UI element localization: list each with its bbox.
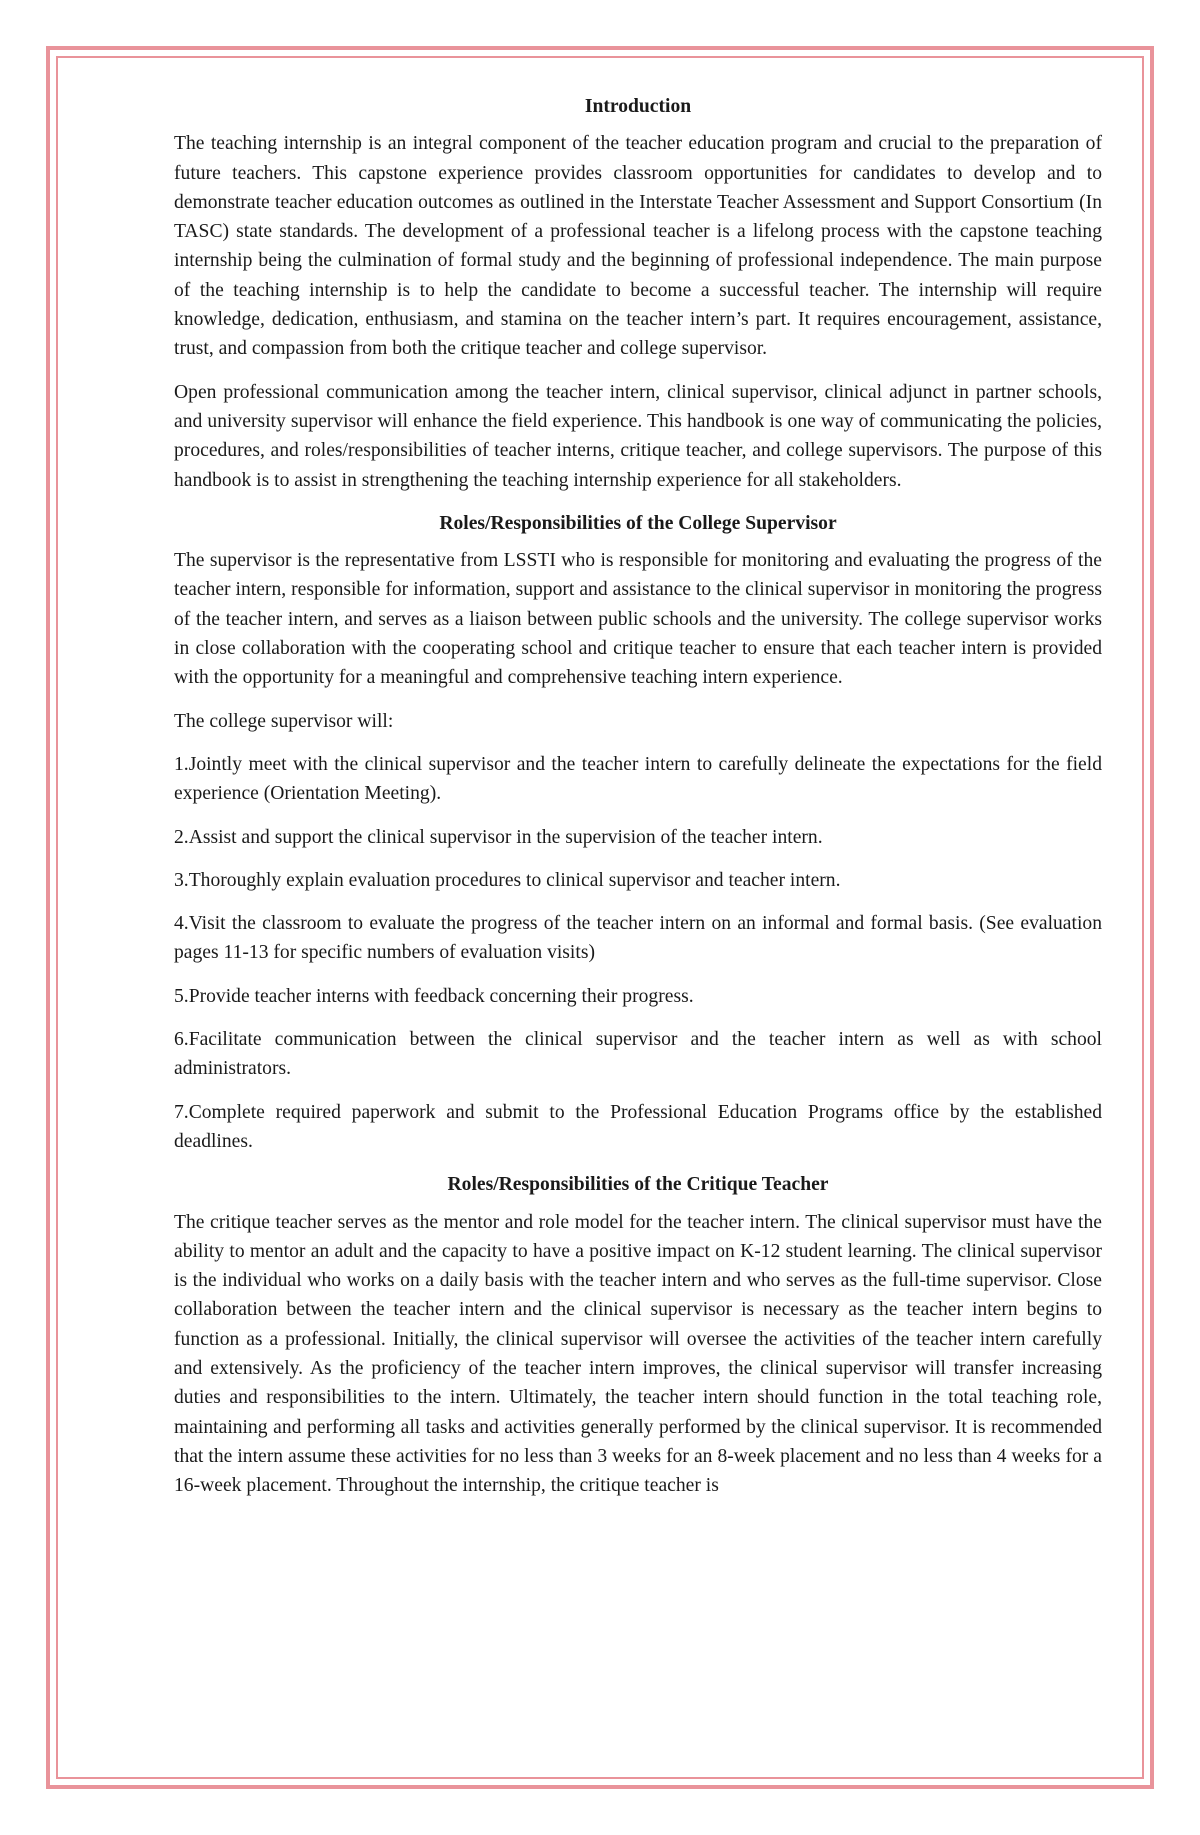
college-supervisor-item-3: 3.Thoroughly explain evaluation procedures to clinical supervisor and teacher intern.	[174, 869, 841, 891]
college-supervisor-item-6: 6.Facilitate communication between the clinical supervisor and the teacher intern as well as with school administrators.	[174, 1029, 1102, 1080]
intro-paragraph-2: Open professional communication among the teacher intern, clinical supervisor, clinical adjunct in partner schools, and university supervisor will enhance the field experience. This handbook is one way of communicating the policies, procedures, and roles/responsibilities of teacher interns, critique teacher, and college supervisors. The purpose of this handbook is to assist in strengthening the teaching internship experience for all stakeholders.	[174, 381, 1102, 491]
college-supervisor-item-5: 5.Provide teacher interns with feedback concerning their progress.	[174, 985, 694, 1007]
college-supervisor-list-intro: The college supervisor will:	[174, 710, 394, 732]
college-supervisor-paragraph: The supervisor is the representative from LSSTI who is responsible for monitoring and evaluating the progress of the teacher intern, responsible for information, support and assistance to the clinical supervisor in monitoring the progress of the teacher intern, and serves as a liaison between public schools and the university. The college supervisor works in close collaboration with the cooperating school and critique teacher to ensure that each teacher intern is provided with the opportunity for a meaningful and comprehensive teaching intern experience.	[174, 550, 1102, 689]
heading-critique-teacher: Roles/Responsibilities of the Critique Teacher	[447, 1174, 829, 1196]
college-supervisor-item-1: 1.Jointly meet with the clinical supervisor and the teacher intern to carefully delineate the expectations for the field experience (Orientation Meeting).	[174, 753, 1102, 805]
critique-teacher-paragraph: The critique teacher serves as the mentor and role model for the teacher intern. The clinical supervisor must have the ability to mentor an adult and the capacity to have a positive impact on K-12 student learning. The clinical supervisor is the individual who works on a daily basis with the teacher intern and who serves as the full-time supervisor. Close collaboration between the teacher intern and the clinical supervisor is necessary as the teacher intern begins to function as a professional. Initially, the clinical supervisor will oversee the activities of the teacher intern carefully and extensively. As the proficiency of the teacher intern improves, the clinical supervisor will transfer increasing duties and responsibilities to the intern. Ultimately, the teacher intern should function in the total teaching role, maintaining and performing all tasks and activities generally performed by the clinical supervisor. It is recommended that the intern assume these activities for no less than 3 weeks for an 8-week placement and no less than 4 weeks for a 16-week placement. Throughout the internship, the critique teacher is	[174, 1211, 1102, 1497]
heading-introduction: Introduction	[584, 96, 692, 117]
college-supervisor-item-4: 4.Visit the classroom to evaluate the progress of the teacher intern on an informal and formal basis. (See evaluation pages 11-13 for specific numbers of evaluation visits)	[174, 913, 1102, 964]
intro-paragraph-1: The teaching internship is an integral component of the teacher education program and crucial to the preparation of future teachers. This capstone experience provides classroom opportunities for candidates to develop and to demonstrate teacher education outcomes as outlined in the Interstate Teacher Assessment and Support Consortium (In TASC) state standards. The development of a professional teacher is a lifelong process with the capstone teaching internship being the culmination of formal study and the beginning of professional independence. The main purpose of the teaching internship is to help the candidate to become a successful teacher. The internship will require knowledge, dedication, enthusiasm, and stamina on the teacher intern’s part. It requires encouragement, assistance, trust, and compassion from both the critique teacher and college supervisor.	[174, 133, 1102, 360]
document-body	[174, 92, 1102, 1514]
college-supervisor-item-7: 7.Complete required paperwork and submit to the Professional Education Programs office by the established deadlines.	[174, 1101, 1102, 1152]
college-supervisor-item-2: 2.Assist and support the clinical supervisor in the supervision of the teacher intern.	[174, 826, 823, 848]
heading-college-supervisor: Roles/Responsibilities of the College Supervisor	[439, 512, 837, 534]
